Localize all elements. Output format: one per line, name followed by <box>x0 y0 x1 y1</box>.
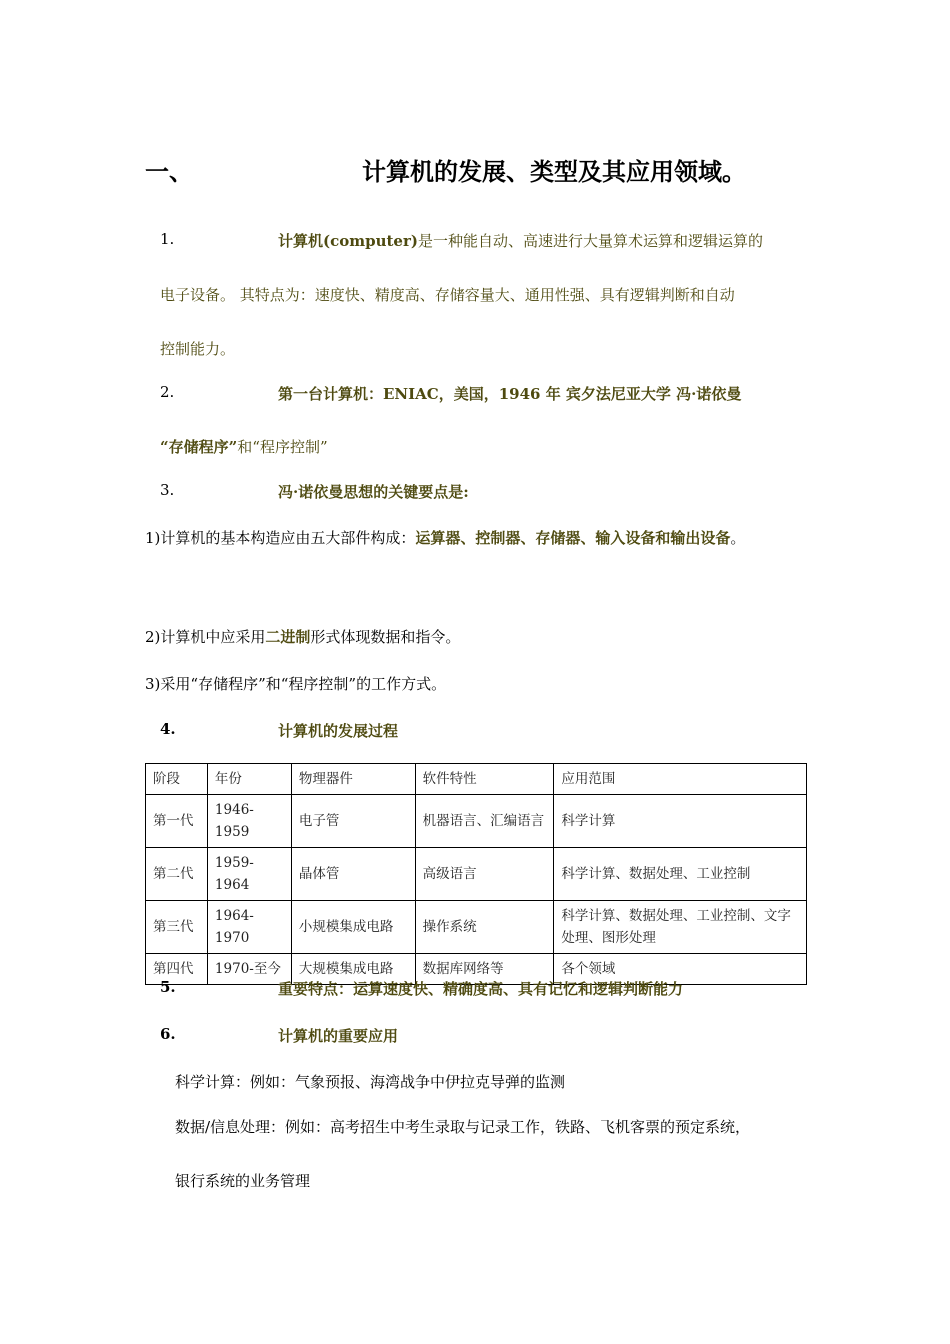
table-cell: 1946-1959 <box>207 795 291 848</box>
applications-title: 计算机的重要应用 <box>278 1027 399 1045</box>
item-number-3: 3. <box>160 481 175 499</box>
table-cell: 电子管 <box>291 795 415 848</box>
table-cell: 第三代 <box>146 901 208 954</box>
five-components: 运算器、控制器、存储器、输入设备和输出设备 <box>415 529 731 547</box>
and-text: 和 <box>237 438 253 456</box>
table-cell: 科学计算、数据处理、工业控制 <box>554 848 807 901</box>
item-number-1: 1. <box>160 230 175 248</box>
item-number-5: 5. <box>160 978 176 996</box>
point-2-prefix: 2)计算机中应采用 <box>145 628 266 646</box>
key-features: 重要特点：运算速度快、精确度高、具有记忆和逻辑判断能力 <box>278 980 684 998</box>
table-header: 应用范围 <box>554 764 807 795</box>
table-header: 物理器件 <box>291 764 415 795</box>
definition-line-3: 控制能力。 <box>160 340 236 358</box>
program-control-quote: “程序控制” <box>252 438 328 456</box>
application-data-line-1: 数据/信息处理：例如：高考招生中考生录取与记录工作，铁路、飞机客票的预定系统， <box>175 1118 751 1136</box>
table-cell: 小规模集成电路 <box>291 901 415 954</box>
stored-program-quote: “存储程序” <box>160 438 238 456</box>
table-cell: 晶体管 <box>291 848 415 901</box>
table-row <box>146 795 807 848</box>
table-cell: 1970-至今 <box>207 954 291 985</box>
point-1 <box>145 527 745 548</box>
point-2-suffix: 形式体现数据和指令。 <box>310 628 461 646</box>
table-cell: 操作系统 <box>415 901 554 954</box>
item-number-6: 6. <box>160 1025 176 1043</box>
table-header-row <box>146 764 807 795</box>
item-number-4: 4. <box>160 720 176 738</box>
point-1-prefix: 1)计算机的基本构造应由五大部件构成： <box>145 529 416 547</box>
table-header: 年份 <box>207 764 291 795</box>
term-computer: 计算机(computer) <box>278 232 418 250</box>
von-neumann-title: 冯·诺依曼思想的关键要点是: <box>278 483 469 501</box>
application-scientific: 科学计算：例如：气象预报、海湾战争中伊拉克导弹的监测 <box>175 1073 566 1091</box>
point-3: 3)采用“存储程序”和“程序控制”的工作方式。 <box>145 675 447 693</box>
generations-table <box>145 763 807 985</box>
table-row <box>146 901 807 954</box>
definition-line-2: 电子设备。 其特点为：速度快、精度高、存储容量大、通用性强、具有逻辑判断和自动 <box>160 286 735 304</box>
table-cell: 大规模集成电路 <box>291 954 415 985</box>
first-computer-line: 第一台计算机：ENIAC，美国，1946 年 宾夕法尼亚大学 冯·诺依曼 <box>278 385 742 403</box>
definition-text: 是一种能自动、高速进行大量算术运算和逻辑运算的 <box>417 232 763 250</box>
stored-program-line <box>160 436 328 457</box>
table-cell: 各个领域 <box>554 954 807 985</box>
page-title: 计算机的发展、类型及其应用领域。 <box>362 157 746 186</box>
table-cell: 高级语言 <box>415 848 554 901</box>
application-data-line-2: 银行系统的业务管理 <box>175 1172 311 1190</box>
table-cell: 科学计算、数据处理、工业控制、文字处理、图形处理 <box>554 901 807 954</box>
table-header: 阶段 <box>146 764 208 795</box>
definition-line-1 <box>278 230 763 251</box>
table-cell: 第四代 <box>146 954 208 985</box>
table-cell: 1964-1970 <box>207 901 291 954</box>
table-cell: 数据库网络等 <box>415 954 554 985</box>
table-cell: 1959-1964 <box>207 848 291 901</box>
section-number: 一、 <box>145 157 193 186</box>
table-cell: 机器语言、汇编语言 <box>415 795 554 848</box>
item-number-2: 2. <box>160 383 175 401</box>
binary-term: 二进制 <box>265 628 311 646</box>
table-cell: 科学计算 <box>554 795 807 848</box>
development-title: 计算机的发展过程 <box>278 722 399 740</box>
table-header: 软件特性 <box>415 764 554 795</box>
point-1-suffix: 。 <box>730 529 746 547</box>
table-cell: 第二代 <box>146 848 208 901</box>
point-2 <box>145 626 460 647</box>
table-cell: 第一代 <box>146 795 208 848</box>
table-row <box>146 848 807 901</box>
